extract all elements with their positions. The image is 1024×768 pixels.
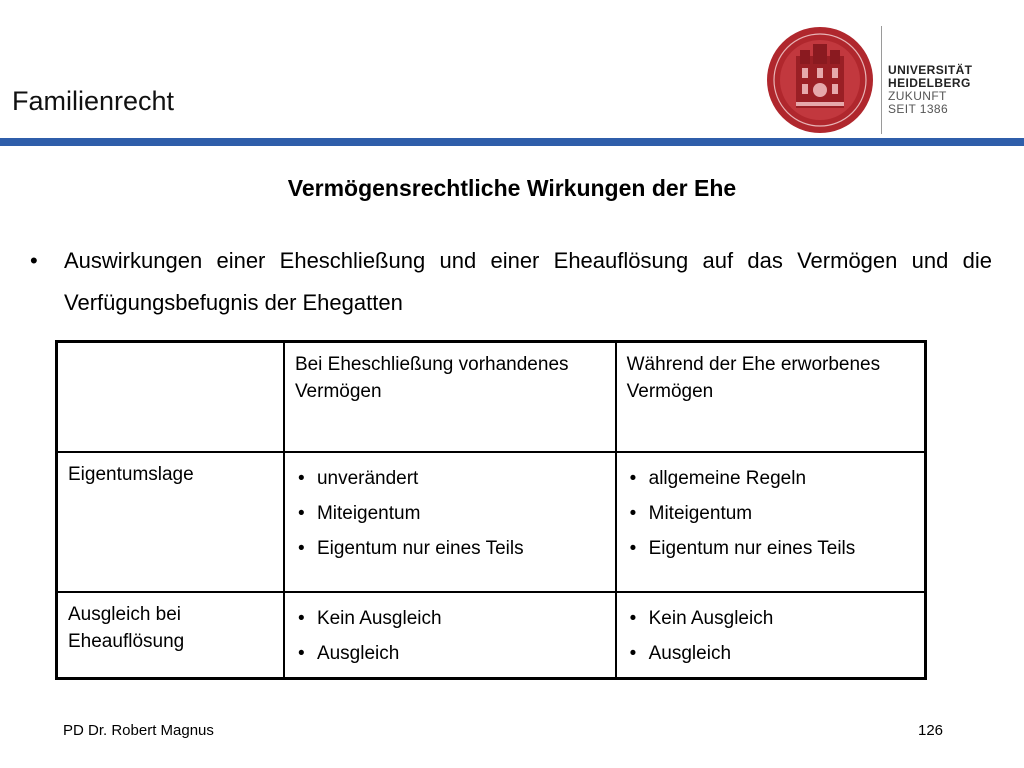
footer-author: PD Dr. Robert Magnus bbox=[63, 722, 214, 739]
property-effects-table bbox=[55, 340, 927, 680]
row-header-compensation: Ausgleich bei Eheauflösung bbox=[57, 592, 284, 679]
table-row bbox=[57, 592, 926, 679]
bullet-paragraph bbox=[30, 240, 992, 324]
table-header-row bbox=[57, 342, 926, 453]
logo-line-3: ZUKUNFT bbox=[888, 89, 947, 103]
list-item: • Kein Ausgleich bbox=[295, 601, 605, 636]
logo-divider bbox=[881, 26, 882, 134]
university-logo-text bbox=[888, 64, 972, 116]
logo-line-4: SEIT 1386 bbox=[888, 102, 949, 116]
bullet-icon: • bbox=[30, 248, 38, 273]
list-item: • Miteigentum bbox=[627, 496, 914, 531]
list-item: • Kein Ausgleich bbox=[627, 601, 914, 636]
column-header-acquired-assets: Während der Ehe erworbenes Vermögen bbox=[616, 342, 926, 453]
list-item: • Ausgleich bbox=[295, 636, 605, 671]
column-header-existing-assets: Bei Eheschließung vorhandenes Vermögen bbox=[284, 342, 616, 453]
university-seal-icon bbox=[766, 26, 874, 134]
bullet-text: Auswirkungen einer Eheschließung und einer Eheauflösung auf das Vermögen und die Verfügungsbefugnis der Ehegatten bbox=[64, 248, 992, 315]
table-corner-cell bbox=[57, 342, 284, 453]
page-number: 126 bbox=[918, 722, 944, 739]
table-cell bbox=[284, 452, 616, 592]
list-item: • unverändert bbox=[295, 461, 605, 496]
slide-section-title: Familienrecht bbox=[12, 86, 175, 116]
table-cell bbox=[616, 592, 926, 679]
table-row bbox=[57, 452, 926, 592]
list-item: • allgemeine Regeln bbox=[627, 461, 914, 496]
slide-heading: Vermögensrechtliche Wirkungen der Ehe bbox=[287, 175, 737, 201]
logo-line-1: UNIVERSITÄT bbox=[888, 63, 973, 77]
table-cell bbox=[616, 452, 926, 592]
row-header-ownership: Eigentumslage bbox=[57, 452, 284, 592]
list-item: • Eigentum nur eines Teils bbox=[627, 531, 914, 566]
list-item: • Ausgleich bbox=[627, 636, 914, 671]
logo-line-2: HEIDELBERG bbox=[888, 76, 971, 90]
list-item: • Eigentum nur eines Teils bbox=[295, 531, 605, 566]
list-item: • Miteigentum bbox=[295, 496, 605, 531]
header-divider bbox=[0, 138, 1024, 146]
table-cell bbox=[284, 592, 616, 679]
